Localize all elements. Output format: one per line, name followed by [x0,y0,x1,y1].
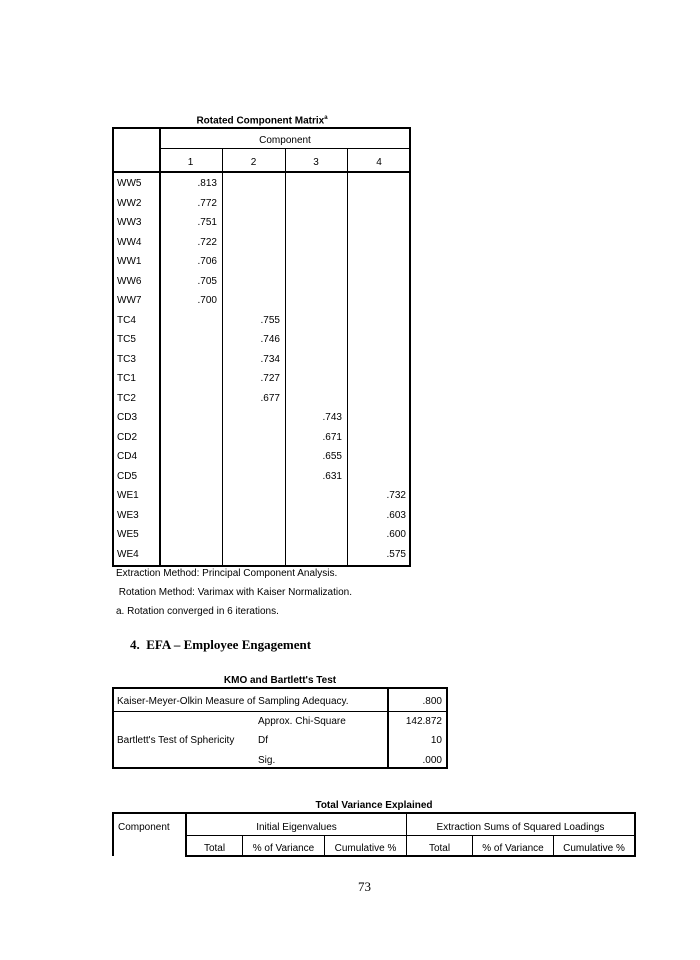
matrix-row-label: TC4 [117,314,136,326]
matrix-row-label: CD3 [117,412,138,423]
matrix-row-label: TC5 [117,334,136,345]
matrix-loading-value: .734 [260,353,280,365]
component-column-header: 4 [376,157,382,168]
matrix-row-label: CD5 [117,470,138,482]
matrix-loading-value: .603 [386,509,406,521]
matrix-row-label: TC1 [117,373,136,384]
matrix-loading-value: .746 [260,334,280,345]
df-label: Df [258,735,268,746]
matrix-loading-value: .722 [197,236,217,248]
matrix-loading-value: .706 [197,256,217,267]
matrix-loading-value: .813 [197,178,217,189]
matrix-loading-value: .700 [197,295,217,306]
matrix-row-label: WW3 [117,217,142,228]
matrix-row-label: WW6 [117,275,142,287]
matrix-row-label: CD4 [117,451,138,462]
matrix-loading-value: .677 [260,392,280,404]
matrix-row-label: WW7 [117,295,142,306]
variance-component-header: Component [118,822,170,833]
matrix-row-label: WE3 [117,509,139,521]
matrix-loading-value: .751 [197,217,217,228]
convergence-note: a. Rotation converged in 6 iterations. [116,606,279,617]
matrix-row-label: TC2 [117,392,136,404]
sub-header-total-2: Total [428,843,451,854]
matrix-loading-value: .655 [322,451,342,462]
matrix-loading-value: .772 [197,197,217,209]
component-header: Component [259,135,311,146]
extraction-note: Extraction Method: Principal Component Analysis. [116,568,338,579]
sub-header-variance-1: % of Variance [252,843,315,854]
section-title: EFA – Employee Engagement [146,637,312,652]
sub-header-cumulative-1: Cumulative % [334,843,397,854]
matrix-loading-value: .755 [260,314,280,326]
matrix-loading-value: .600 [386,529,406,540]
matrix-row-label: WW4 [117,236,142,248]
extraction-sums-header: Extraction Sums of Squared Loadings [436,822,605,833]
matrix-row-label: WW2 [117,197,142,209]
sig-value: .000 [422,755,442,766]
rotated-matrix-title: Rotated Component Matrix$^a$ [196,115,328,127]
component-column-header: 3 [313,157,319,168]
matrix-row-label: TC3 [117,353,136,365]
matrix-row-label: WW1 [117,256,142,267]
matrix-row-label: CD2 [117,431,138,443]
matrix-loading-value: .732 [386,490,406,501]
kmo-measure-value: .800 [422,696,442,707]
variance-title: Total Variance Explained [315,800,433,811]
matrix-row-label: WW5 [117,178,142,189]
kmo-measure-label: Kaiser-Meyer-Olkin Measure of Sampling Adequacy. [117,696,349,707]
matrix-loading-value: .743 [322,412,342,423]
component-column-header: 1 [187,157,194,168]
sig-label: Sig. [258,755,276,766]
sub-header-cumulative-2: Cumulative % [563,843,625,854]
section-heading [130,637,311,653]
section-number: 4. [130,637,140,652]
matrix-loading-value: .727 [260,373,280,384]
sub-header-total-1: Total [203,843,226,854]
chi-square-label: Approx. Chi-Square [258,716,346,727]
matrix-loading-value: .671 [322,431,342,443]
initial-eigenvalues-header: Initial Eigenvalues [256,822,337,833]
matrix-row-label: WE1 [117,490,139,501]
chi-square-value: 142.872 [405,716,442,727]
page-number: 73 [358,879,371,894]
matrix-row-label: WE4 [117,548,139,560]
matrix-loading-value: .705 [197,275,217,287]
sub-header-variance-2: % of Variance [482,843,544,854]
component-column-header: 2 [250,157,257,168]
bartlett-label: Bartlett's Test of Sphericity [117,735,235,746]
kmo-title: KMO and Bartlett's Test [223,675,337,686]
matrix-loading-value: .575 [386,548,406,560]
matrix-row-label: WE5 [117,529,139,540]
matrix-loading-value: .631 [322,470,342,482]
rotation-note: Rotation Method: Varimax with Kaiser Normalization. [116,587,353,598]
df-value: 10 [430,735,442,746]
